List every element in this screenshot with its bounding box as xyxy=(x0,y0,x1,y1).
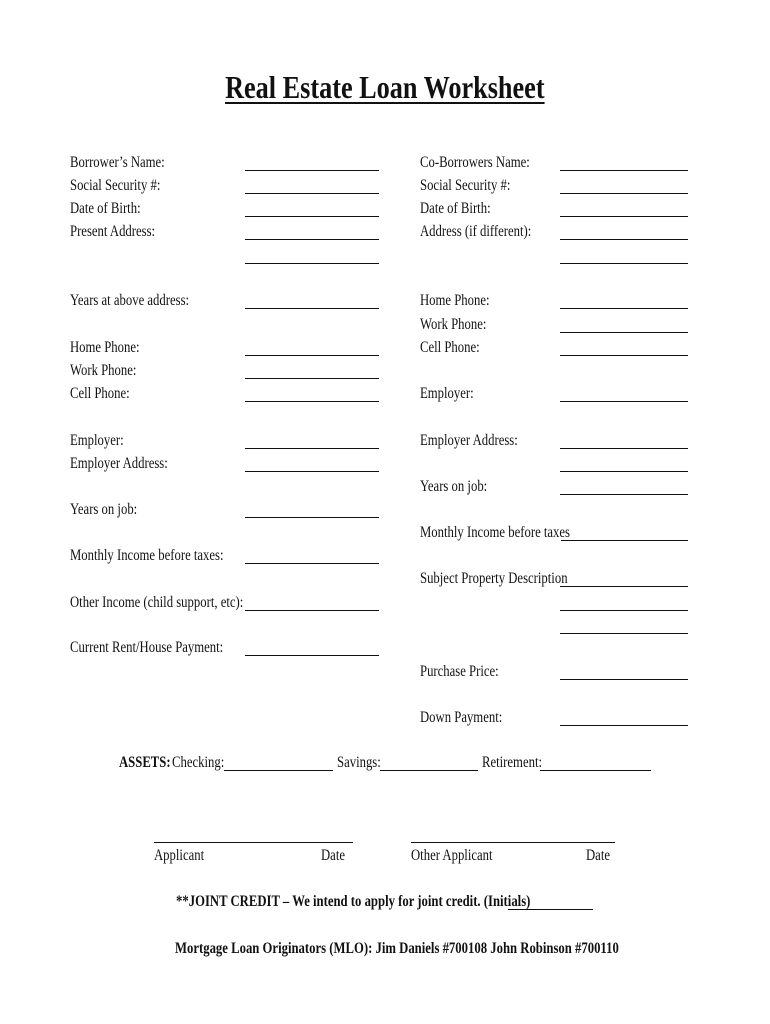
borrower-home-phone-field[interactable] xyxy=(245,355,379,356)
down-payment-label: Down Payment: xyxy=(420,709,503,726)
borrower-cell-phone-label: Cell Phone: xyxy=(70,385,130,402)
assets-retirement-label: Retirement: xyxy=(482,754,543,771)
borrower-years-job-field[interactable] xyxy=(245,517,379,518)
borrower-work-phone-label: Work Phone: xyxy=(70,362,137,379)
coborrower-cell-phone-field[interactable] xyxy=(560,355,688,356)
borrower-years-job-label: Years on job: xyxy=(70,501,138,518)
assets-heading: ASSETS: xyxy=(119,754,171,771)
coborrower-monthly-income-label: Monthly Income before taxes xyxy=(420,524,571,541)
purchase-price-label: Purchase Price: xyxy=(420,663,499,680)
borrower-other-income-label: Other Income (child support, etc): xyxy=(70,594,244,611)
borrower-employer-address-field[interactable] xyxy=(245,471,379,472)
assets-savings-field[interactable] xyxy=(380,770,478,771)
borrower-monthly-income-label: Monthly Income before taxes: xyxy=(70,547,224,564)
applicant-date-label: Date xyxy=(321,847,345,864)
coborrower-address-label: Address (if different): xyxy=(420,223,532,240)
coborrower-ssn-label: Social Security #: xyxy=(420,177,511,194)
coborrower-home-phone-field[interactable] xyxy=(560,308,688,309)
borrower-monthly-income-field[interactable] xyxy=(245,563,379,564)
coborrower-employer-address-field[interactable] xyxy=(560,448,688,449)
coborrower-work-phone-label: Work Phone: xyxy=(420,316,487,333)
mlo-line: Mortgage Loan Originators (MLO): Jim Daniels #700108 John Robinson #700110 xyxy=(175,940,619,957)
other-applicant-label: Other Applicant xyxy=(411,847,493,864)
borrower-name-field[interactable] xyxy=(245,170,379,171)
coborrower-ssn-field[interactable] xyxy=(560,193,688,194)
assets-savings-label: Savings: xyxy=(337,754,381,771)
down-payment-field[interactable] xyxy=(560,725,688,726)
coborrower-cell-phone-label: Cell Phone: xyxy=(420,339,480,356)
borrower-current-rent-field[interactable] xyxy=(245,655,379,656)
subject-property-field-2[interactable] xyxy=(560,610,688,611)
borrower-current-rent-label: Current Rent/House Payment: xyxy=(70,639,224,656)
other-applicant-signature-line[interactable] xyxy=(411,842,615,843)
coborrower-employer-label: Employer: xyxy=(420,385,474,402)
borrower-years-address-field[interactable] xyxy=(245,308,379,309)
assets-checking-field[interactable] xyxy=(224,770,333,771)
coborrower-employer-address-label: Employer Address: xyxy=(420,432,518,449)
coborrower-home-phone-label: Home Phone: xyxy=(420,292,490,309)
subject-property-field-3[interactable] xyxy=(560,633,688,634)
applicant-signature-line[interactable] xyxy=(154,842,353,843)
borrower-address-field-2[interactable] xyxy=(245,263,379,264)
borrower-work-phone-field[interactable] xyxy=(245,378,379,379)
coborrower-address-field[interactable] xyxy=(560,239,688,240)
coborrower-employer-address-field-2[interactable] xyxy=(560,471,688,472)
page-title: Real Estate Loan Worksheet xyxy=(225,69,545,105)
coborrower-name-label: Co-Borrowers Name: xyxy=(420,154,530,171)
purchase-price-field[interactable] xyxy=(560,679,688,680)
coborrower-years-job-field[interactable] xyxy=(560,494,688,495)
borrower-address-field[interactable] xyxy=(245,239,379,240)
coborrower-work-phone-field[interactable] xyxy=(560,332,688,333)
coborrower-name-field[interactable] xyxy=(560,170,688,171)
borrower-name-label: Borrower’s Name: xyxy=(70,154,165,171)
coborrower-dob-label: Date of Birth: xyxy=(420,200,491,217)
borrower-other-income-field[interactable] xyxy=(245,610,379,611)
coborrower-address-field-2[interactable] xyxy=(560,263,688,264)
borrower-home-phone-label: Home Phone: xyxy=(70,339,140,356)
borrower-dob-field[interactable] xyxy=(245,216,379,217)
coborrower-years-job-label: Years on job: xyxy=(420,478,488,495)
assets-retirement-field[interactable] xyxy=(540,770,651,771)
subject-property-label: Subject Property Description xyxy=(420,570,568,587)
borrower-dob-label: Date of Birth: xyxy=(70,200,141,217)
borrower-years-address-label: Years at above address: xyxy=(70,292,190,309)
borrower-ssn-field[interactable] xyxy=(245,193,379,194)
applicant-label: Applicant xyxy=(154,847,205,864)
joint-credit-initials-field[interactable] xyxy=(508,909,593,910)
other-applicant-date-label: Date xyxy=(586,847,610,864)
coborrower-monthly-income-field[interactable] xyxy=(561,540,688,541)
assets-checking-label: Checking: xyxy=(172,754,225,771)
subject-property-field[interactable] xyxy=(560,586,688,587)
borrower-employer-label: Employer: xyxy=(70,432,124,449)
coborrower-dob-field[interactable] xyxy=(560,216,688,217)
borrower-address-label: Present Address: xyxy=(70,223,156,240)
borrower-employer-address-label: Employer Address: xyxy=(70,455,168,472)
borrower-ssn-label: Social Security #: xyxy=(70,177,161,194)
borrower-cell-phone-field[interactable] xyxy=(245,401,379,402)
borrower-employer-field[interactable] xyxy=(245,448,379,449)
joint-credit-statement: **JOINT CREDIT – We intend to apply for joint credit. (Initials) xyxy=(176,893,531,910)
coborrower-employer-field[interactable] xyxy=(560,401,688,402)
